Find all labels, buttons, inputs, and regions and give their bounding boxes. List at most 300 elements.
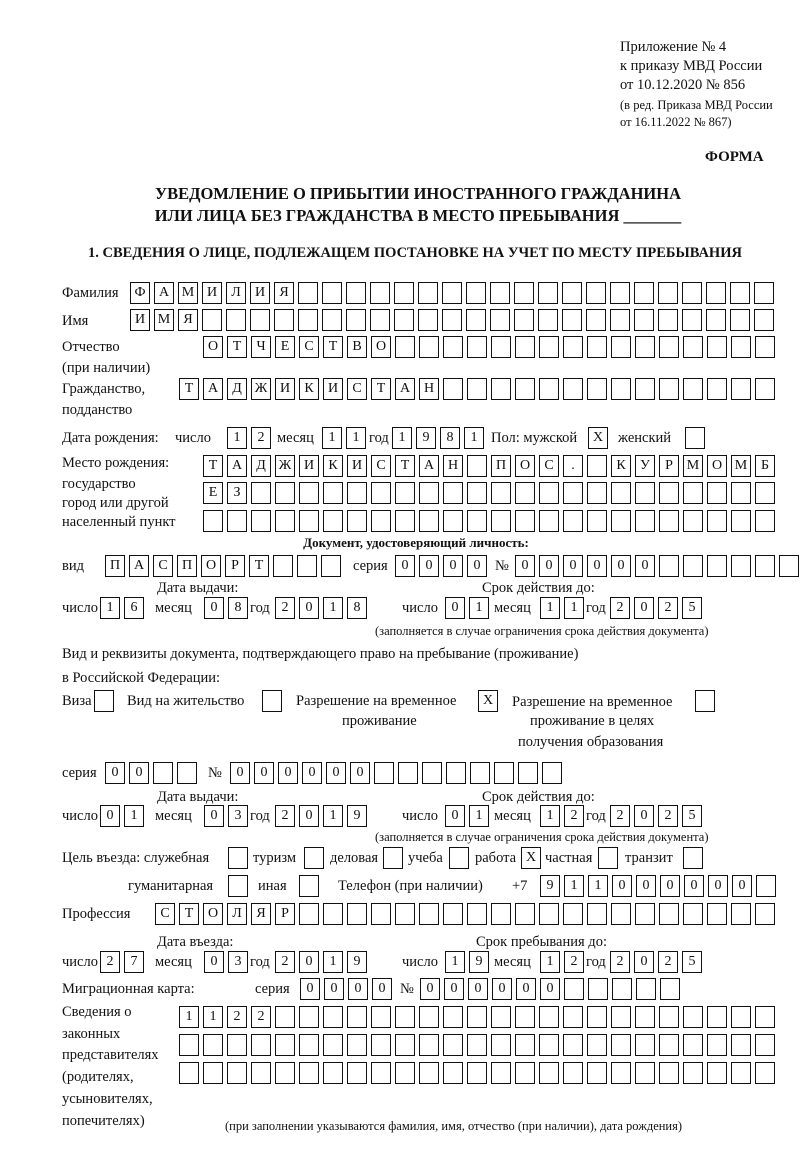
char-box[interactable] <box>275 482 295 504</box>
char-box[interactable]: 0 <box>204 597 224 619</box>
char-box[interactable] <box>539 1006 559 1028</box>
char-box[interactable] <box>731 1034 751 1056</box>
char-box[interactable] <box>491 482 511 504</box>
char-box[interactable] <box>586 282 606 304</box>
char-box[interactable]: Ф <box>130 282 150 304</box>
char-box[interactable]: Р <box>225 555 245 577</box>
char-box[interactable]: О <box>203 336 223 358</box>
char-box[interactable]: 1 <box>540 597 560 619</box>
char-box[interactable] <box>443 1034 463 1056</box>
char-box[interactable] <box>515 1006 535 1028</box>
char-box[interactable]: 1 <box>540 805 560 827</box>
char-box[interactable] <box>395 903 415 925</box>
char-box[interactable]: 0 <box>100 805 120 827</box>
char-box[interactable]: 2 <box>564 805 584 827</box>
char-box[interactable] <box>394 309 414 331</box>
char-box[interactable] <box>395 1062 415 1084</box>
char-box[interactable] <box>683 510 703 532</box>
char-box[interactable] <box>515 482 535 504</box>
char-box[interactable] <box>203 510 223 532</box>
char-box[interactable]: X <box>588 427 608 449</box>
char-box[interactable] <box>321 555 341 577</box>
char-box[interactable] <box>442 309 462 331</box>
char-box[interactable] <box>419 336 439 358</box>
char-box[interactable]: 0 <box>350 762 370 784</box>
char-box[interactable] <box>323 1034 343 1056</box>
char-box[interactable]: 0 <box>204 805 224 827</box>
char-box[interactable] <box>347 903 367 925</box>
char-box[interactable] <box>706 309 726 331</box>
char-box[interactable]: 1 <box>322 427 342 449</box>
char-box[interactable] <box>538 282 558 304</box>
profession-field[interactable] <box>155 903 775 925</box>
char-box[interactable]: Т <box>227 336 247 358</box>
char-box[interactable] <box>515 336 535 358</box>
char-box[interactable]: 0 <box>348 978 368 1000</box>
stay_doc-valid-day-field[interactable] <box>445 805 489 827</box>
char-box[interactable] <box>683 555 703 577</box>
char-box[interactable] <box>563 1006 583 1028</box>
char-box[interactable]: 2 <box>275 597 295 619</box>
char-box[interactable]: С <box>299 336 319 358</box>
char-box[interactable]: 2 <box>100 951 120 973</box>
char-box[interactable]: 0 <box>732 875 752 897</box>
char-box[interactable] <box>419 903 439 925</box>
char-box[interactable]: 7 <box>124 951 144 973</box>
char-box[interactable] <box>611 903 631 925</box>
char-box[interactable]: 0 <box>634 951 654 973</box>
char-box[interactable]: С <box>371 455 391 477</box>
char-box[interactable] <box>262 690 282 712</box>
stay_doc-valid-year-field[interactable] <box>610 805 702 827</box>
char-box[interactable]: 0 <box>204 951 224 973</box>
char-box[interactable] <box>179 1062 199 1084</box>
stay_doc-issue-day-field[interactable] <box>100 805 144 827</box>
char-box[interactable] <box>562 309 582 331</box>
char-box[interactable] <box>539 1034 559 1056</box>
char-box[interactable] <box>611 1062 631 1084</box>
char-box[interactable] <box>299 482 319 504</box>
char-box[interactable]: Т <box>179 378 199 400</box>
char-box[interactable]: 8 <box>347 597 367 619</box>
char-box[interactable] <box>491 1062 511 1084</box>
char-box[interactable] <box>371 903 391 925</box>
char-box[interactable] <box>419 1034 439 1056</box>
char-box[interactable] <box>587 455 607 477</box>
char-box[interactable]: 1 <box>588 875 608 897</box>
char-box[interactable] <box>730 282 750 304</box>
char-box[interactable] <box>539 1062 559 1084</box>
purpose-official-checkbox[interactable] <box>228 847 248 869</box>
id_doc-issue-year-field[interactable] <box>275 597 367 619</box>
char-box[interactable] <box>467 482 487 504</box>
char-box[interactable] <box>635 1034 655 1056</box>
char-box[interactable] <box>610 309 630 331</box>
char-box[interactable] <box>491 378 511 400</box>
char-box[interactable]: Р <box>659 455 679 477</box>
char-box[interactable] <box>491 903 511 925</box>
char-box[interactable] <box>347 1062 367 1084</box>
char-box[interactable] <box>443 378 463 400</box>
char-box[interactable] <box>446 762 466 784</box>
representatives-field-2[interactable] <box>179 1034 775 1056</box>
id-doc-type-field[interactable] <box>105 555 341 577</box>
char-box[interactable] <box>683 1034 703 1056</box>
char-box[interactable]: О <box>515 455 535 477</box>
char-box[interactable] <box>466 282 486 304</box>
char-box[interactable]: И <box>323 378 343 400</box>
char-box[interactable]: У <box>635 455 655 477</box>
char-box[interactable]: Д <box>251 455 271 477</box>
char-box[interactable] <box>707 510 727 532</box>
char-box[interactable] <box>228 875 248 897</box>
char-box[interactable]: 0 <box>444 978 464 1000</box>
char-box[interactable] <box>539 336 559 358</box>
char-box[interactable]: И <box>202 282 222 304</box>
char-box[interactable] <box>299 903 319 925</box>
char-box[interactable] <box>635 336 655 358</box>
char-box[interactable] <box>322 282 342 304</box>
char-box[interactable]: 0 <box>563 555 583 577</box>
char-box[interactable]: 2 <box>251 1006 271 1028</box>
char-box[interactable] <box>419 1062 439 1084</box>
char-box[interactable]: И <box>275 378 295 400</box>
char-box[interactable]: 0 <box>635 555 655 577</box>
char-box[interactable]: 0 <box>492 978 512 1000</box>
char-box[interactable]: Е <box>203 482 223 504</box>
char-box[interactable] <box>587 378 607 400</box>
char-box[interactable]: Я <box>274 282 294 304</box>
char-box[interactable]: 2 <box>658 951 678 973</box>
char-box[interactable]: З <box>227 482 247 504</box>
char-box[interactable] <box>323 510 343 532</box>
char-box[interactable]: 1 <box>464 427 484 449</box>
char-box[interactable]: И <box>130 309 150 331</box>
char-box[interactable] <box>683 1062 703 1084</box>
char-box[interactable]: 2 <box>564 951 584 973</box>
entry-day-field[interactable] <box>100 951 144 973</box>
char-box[interactable]: 6 <box>124 597 144 619</box>
char-box[interactable] <box>251 510 271 532</box>
char-box[interactable] <box>587 1006 607 1028</box>
char-box[interactable] <box>659 336 679 358</box>
stay-year-field[interactable] <box>610 951 702 973</box>
char-box[interactable]: 0 <box>467 555 487 577</box>
char-box[interactable]: 0 <box>254 762 274 784</box>
char-box[interactable]: Я <box>178 309 198 331</box>
char-box[interactable]: 3 <box>228 805 248 827</box>
char-box[interactable] <box>251 1062 271 1084</box>
char-box[interactable]: Н <box>419 378 439 400</box>
char-box[interactable]: X <box>521 847 541 869</box>
char-box[interactable]: Л <box>226 282 246 304</box>
sex-female-checkbox[interactable] <box>685 427 705 449</box>
char-box[interactable] <box>383 847 403 869</box>
char-box[interactable] <box>394 282 414 304</box>
char-box[interactable]: 0 <box>230 762 250 784</box>
char-box[interactable]: 0 <box>302 762 322 784</box>
char-box[interactable] <box>562 282 582 304</box>
purpose-business-checkbox[interactable] <box>383 847 403 869</box>
char-box[interactable] <box>515 1034 535 1056</box>
birth-place-field-1[interactable] <box>203 455 775 477</box>
char-box[interactable]: Б <box>755 455 775 477</box>
char-box[interactable]: П <box>177 555 197 577</box>
char-box[interactable]: 1 <box>540 951 560 973</box>
char-box[interactable]: 0 <box>395 555 415 577</box>
char-box[interactable] <box>538 309 558 331</box>
char-box[interactable] <box>659 1062 679 1084</box>
char-box[interactable] <box>695 690 715 712</box>
char-box[interactable] <box>491 336 511 358</box>
char-box[interactable] <box>563 1062 583 1084</box>
char-box[interactable]: 0 <box>540 978 560 1000</box>
char-box[interactable] <box>275 1006 295 1028</box>
char-box[interactable] <box>467 903 487 925</box>
char-box[interactable] <box>611 1034 631 1056</box>
char-box[interactable] <box>94 690 114 712</box>
char-box[interactable] <box>754 282 774 304</box>
char-box[interactable] <box>202 309 222 331</box>
char-box[interactable]: 0 <box>105 762 125 784</box>
char-box[interactable]: Т <box>203 455 223 477</box>
char-box[interactable] <box>153 762 173 784</box>
char-box[interactable] <box>467 1062 487 1084</box>
stay-doc-series-field[interactable] <box>105 762 197 784</box>
id-doc-number-field[interactable] <box>515 555 799 577</box>
residence-permit-checkbox[interactable] <box>262 690 282 712</box>
char-box[interactable] <box>467 378 487 400</box>
char-box[interactable]: 3 <box>228 951 248 973</box>
char-box[interactable] <box>756 875 776 897</box>
char-box[interactable] <box>586 309 606 331</box>
char-box[interactable]: 1 <box>323 597 343 619</box>
char-box[interactable] <box>347 510 367 532</box>
char-box[interactable]: А <box>154 282 174 304</box>
birth-month-field[interactable] <box>322 427 366 449</box>
char-box[interactable] <box>611 482 631 504</box>
char-box[interactable] <box>467 455 487 477</box>
char-box[interactable] <box>374 762 394 784</box>
char-box[interactable] <box>371 482 391 504</box>
char-box[interactable] <box>563 336 583 358</box>
char-box[interactable] <box>635 510 655 532</box>
char-box[interactable] <box>298 309 318 331</box>
char-box[interactable]: М <box>683 455 703 477</box>
char-box[interactable]: 1 <box>469 805 489 827</box>
char-box[interactable] <box>683 1006 703 1028</box>
char-box[interactable] <box>706 282 726 304</box>
char-box[interactable]: 0 <box>372 978 392 1000</box>
char-box[interactable] <box>466 309 486 331</box>
char-box[interactable] <box>755 1034 775 1056</box>
char-box[interactable]: 9 <box>416 427 436 449</box>
char-box[interactable]: О <box>203 903 223 925</box>
char-box[interactable] <box>564 978 584 1000</box>
char-box[interactable]: 0 <box>419 555 439 577</box>
char-box[interactable] <box>755 510 775 532</box>
char-box[interactable]: В <box>347 336 367 358</box>
char-box[interactable]: 5 <box>682 597 702 619</box>
char-box[interactable] <box>542 762 562 784</box>
char-box[interactable]: 2 <box>610 805 630 827</box>
char-box[interactable]: М <box>178 282 198 304</box>
char-box[interactable] <box>275 1034 295 1056</box>
char-box[interactable] <box>323 903 343 925</box>
char-box[interactable] <box>658 309 678 331</box>
char-box[interactable] <box>297 555 317 577</box>
patronymic-field[interactable] <box>203 336 775 358</box>
char-box[interactable] <box>539 378 559 400</box>
char-box[interactable] <box>612 978 632 1000</box>
char-box[interactable] <box>707 903 727 925</box>
char-box[interactable] <box>611 510 631 532</box>
char-box[interactable]: 0 <box>708 875 728 897</box>
char-box[interactable] <box>611 1006 631 1028</box>
char-box[interactable] <box>731 1062 751 1084</box>
char-box[interactable] <box>634 309 654 331</box>
char-box[interactable]: X <box>478 690 498 712</box>
migration-card-series-field[interactable] <box>300 978 392 1000</box>
char-box[interactable]: Т <box>395 455 415 477</box>
char-box[interactable] <box>494 762 514 784</box>
char-box[interactable]: 0 <box>636 875 656 897</box>
char-box[interactable] <box>731 1006 751 1028</box>
char-box[interactable] <box>443 1006 463 1028</box>
char-box[interactable] <box>323 1062 343 1084</box>
entry-month-field[interactable] <box>204 951 248 973</box>
char-box[interactable] <box>273 555 293 577</box>
char-box[interactable] <box>563 1034 583 1056</box>
char-box[interactable]: 9 <box>469 951 489 973</box>
char-box[interactable] <box>779 555 799 577</box>
char-box[interactable] <box>707 1062 727 1084</box>
char-box[interactable] <box>563 903 583 925</box>
char-box[interactable]: 1 <box>564 875 584 897</box>
id_doc-valid-day-field[interactable] <box>445 597 489 619</box>
char-box[interactable] <box>683 378 703 400</box>
char-box[interactable] <box>659 482 679 504</box>
char-box[interactable] <box>443 510 463 532</box>
char-box[interactable]: 5 <box>682 951 702 973</box>
char-box[interactable]: 1 <box>227 427 247 449</box>
entry-year-field[interactable] <box>275 951 367 973</box>
char-box[interactable] <box>634 282 654 304</box>
char-box[interactable]: С <box>539 455 559 477</box>
char-box[interactable]: 2 <box>610 951 630 973</box>
char-box[interactable]: 5 <box>682 805 702 827</box>
id_doc-issue-month-field[interactable] <box>204 597 248 619</box>
phone-field[interactable] <box>540 875 776 897</box>
char-box[interactable]: Т <box>249 555 269 577</box>
char-box[interactable] <box>660 978 680 1000</box>
char-box[interactable] <box>370 282 390 304</box>
birth-year-field[interactable] <box>392 427 484 449</box>
stay-day-field[interactable] <box>445 951 489 973</box>
char-box[interactable]: 2 <box>227 1006 247 1028</box>
char-box[interactable] <box>370 309 390 331</box>
id_doc-valid-year-field[interactable] <box>610 597 702 619</box>
char-box[interactable] <box>419 482 439 504</box>
citizenship-field[interactable] <box>179 378 775 400</box>
char-box[interactable]: К <box>299 378 319 400</box>
char-box[interactable] <box>298 282 318 304</box>
char-box[interactable] <box>250 309 270 331</box>
char-box[interactable]: О <box>707 455 727 477</box>
visa-checkbox[interactable] <box>94 690 114 712</box>
char-box[interactable] <box>659 1034 679 1056</box>
char-box[interactable] <box>395 1034 415 1056</box>
char-box[interactable] <box>731 510 751 532</box>
char-box[interactable]: 0 <box>612 875 632 897</box>
char-box[interactable] <box>588 978 608 1000</box>
char-box[interactable] <box>707 378 727 400</box>
char-box[interactable] <box>659 555 679 577</box>
char-box[interactable] <box>563 482 583 504</box>
char-box[interactable] <box>442 282 462 304</box>
char-box[interactable] <box>755 378 775 400</box>
char-box[interactable]: И <box>347 455 367 477</box>
char-box[interactable] <box>323 1006 343 1028</box>
char-box[interactable] <box>347 482 367 504</box>
char-box[interactable] <box>539 482 559 504</box>
char-box[interactable] <box>179 1034 199 1056</box>
char-box[interactable]: К <box>323 455 343 477</box>
char-box[interactable]: И <box>299 455 319 477</box>
stay-month-field[interactable] <box>540 951 584 973</box>
char-box[interactable] <box>611 336 631 358</box>
char-box[interactable] <box>467 510 487 532</box>
char-box[interactable] <box>467 1034 487 1056</box>
birth-place-field-2[interactable] <box>203 482 775 504</box>
char-box[interactable]: А <box>419 455 439 477</box>
char-box[interactable]: 1 <box>346 427 366 449</box>
char-box[interactable]: 0 <box>634 597 654 619</box>
char-box[interactable] <box>299 510 319 532</box>
char-box[interactable] <box>371 510 391 532</box>
char-box[interactable] <box>274 309 294 331</box>
char-box[interactable]: И <box>250 282 270 304</box>
char-box[interactable] <box>443 336 463 358</box>
char-box[interactable]: Ж <box>275 455 295 477</box>
char-box[interactable] <box>491 1006 511 1028</box>
char-box[interactable] <box>659 510 679 532</box>
char-box[interactable]: М <box>154 309 174 331</box>
char-box[interactable] <box>587 903 607 925</box>
char-box[interactable] <box>731 378 751 400</box>
char-box[interactable] <box>515 510 535 532</box>
char-box[interactable] <box>422 762 442 784</box>
char-box[interactable] <box>610 282 630 304</box>
surname-field[interactable] <box>130 282 774 304</box>
purpose-transit-checkbox[interactable] <box>683 847 703 869</box>
char-box[interactable] <box>635 1006 655 1028</box>
char-box[interactable] <box>275 510 295 532</box>
stay_doc-issue-month-field[interactable] <box>204 805 248 827</box>
char-box[interactable]: 0 <box>278 762 298 784</box>
char-box[interactable] <box>177 762 197 784</box>
char-box[interactable]: А <box>129 555 149 577</box>
char-box[interactable]: 0 <box>468 978 488 1000</box>
char-box[interactable] <box>490 309 510 331</box>
temp-edu-permit-checkbox[interactable] <box>695 690 715 712</box>
char-box[interactable] <box>755 336 775 358</box>
purpose-humanitarian-checkbox[interactable] <box>228 875 248 897</box>
char-box[interactable] <box>515 903 535 925</box>
char-box[interactable] <box>755 1006 775 1028</box>
char-box[interactable]: 2 <box>610 597 630 619</box>
char-box[interactable]: 0 <box>324 978 344 1000</box>
